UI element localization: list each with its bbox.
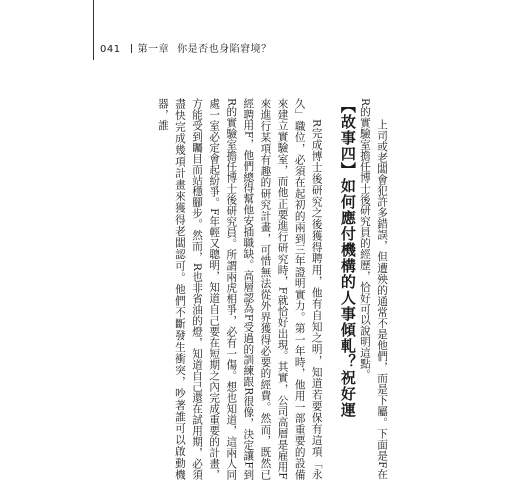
page-number: 041 bbox=[100, 44, 121, 55]
header-rule bbox=[93, 0, 94, 60]
header-separator bbox=[131, 44, 132, 53]
chapter-title: 你是否也身陷窘境？ bbox=[177, 44, 272, 55]
story-paragraph: R完成博士後研究之後獲得聘用，他有自知之明，知道若要保有這項「永久」職位，必須在起初的兩到三年證明實力。第一年時，他用一部重要的設備來建立實驗室，而他正要進行研究時，F就恰好出現。其實，公司高層是雇用F來進行某項有趣的研究計畫，可惜無法從外界獲得必要的經費。然而，既然已經聘用F，他們總得幫他安插職缺。高層認為F受過的訓練跟R很像，決定讓F到R的實驗室擔任博士後研究員。所謂兩虎相爭，必有一傷。想也知道，這兩人同處一室必定會起紛爭。F年輕又聰明，知道自己要在短期之內完成重要的計畫，方能受到矚目而站穩腳步。然而，R也非省油的燈，知道自己還在試用期，必須盡快完成幾項計畫來獲得老闆認可。他們不斷發生衝突，吵著誰可以啟動機器，誰 bbox=[156, 98, 323, 480]
story-heading: 【故事四】如何應付機構的人事傾軋？祝好運 bbox=[338, 98, 357, 418]
intro-paragraph: 上司或老闆會犯許多錯誤，但遭殃的通常不是他們，而是下屬。下面是F在R的實驗室擔任博士後研究員的經歷，恰好可以說明這點。 bbox=[358, 98, 388, 480]
running-header bbox=[100, 40, 272, 55]
vertical-text-body bbox=[128, 98, 390, 480]
chapter-label: 第一章 bbox=[137, 44, 170, 55]
